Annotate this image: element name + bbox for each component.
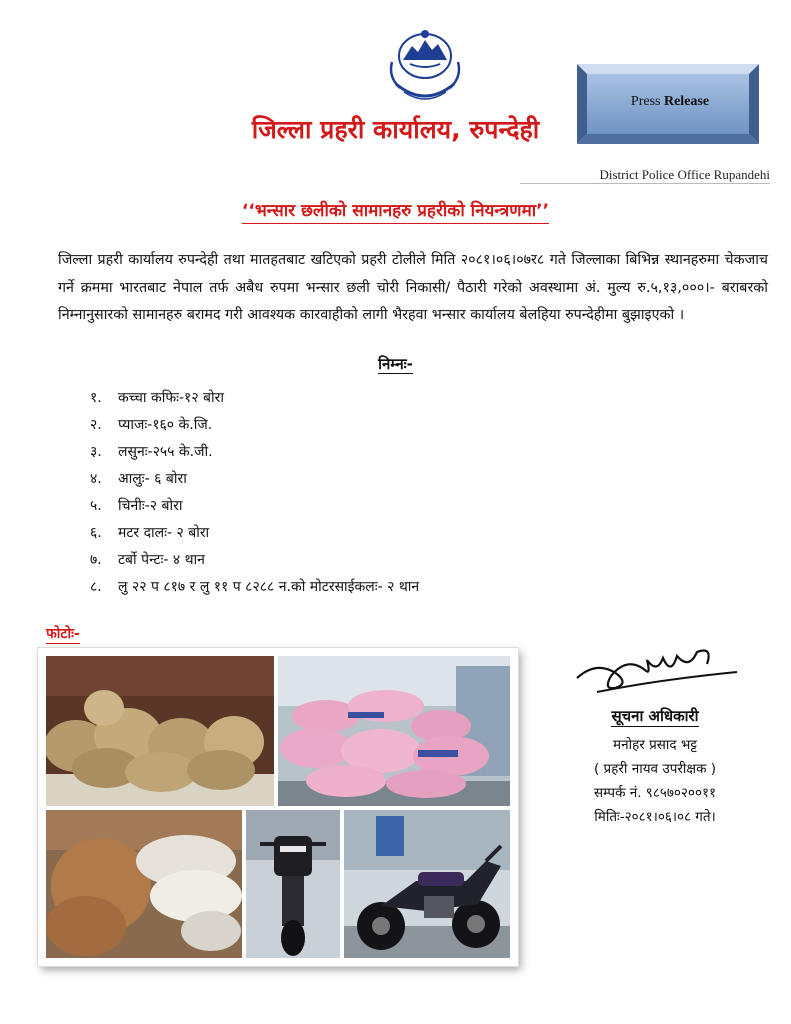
item-text: मटर दालः- २ बोरा: [118, 525, 210, 541]
nepal-police-emblem-icon: [370, 22, 480, 114]
photo-motorcycle-front: [246, 810, 340, 958]
item-number: २.: [90, 417, 102, 433]
headline: [0, 198, 791, 221]
list-heading: [0, 354, 791, 374]
body-paragraph: जिल्ला प्रहरी कार्यालय रुपन्देही तथा मातहतबाट खटिएको प्रहरी टोलीले मिति २०८१।०६।०७र८ गते जिल्लाका बिभिन्न स्थानहरुमा चेकजाच गर्ने क्रममा भारतबाट नेपाल तर्फ अबैध रुपमा भन्सार छली चोरी निकासी/ पैठारी गरेको अवस्थामा अं. मुल्य रु.५,१३,०००।- बराबरको निम्नानुसारको सामानहरु बरामद गरी आवश्यक कारवाहीको लागी भैरहवा भन्सार कार्यालय बेलहिया रुपन्देहीमा बुझाइएको ।: [58, 252, 768, 323]
photo-coffee-sacks: [46, 656, 274, 806]
police-emblem-logo: [370, 22, 480, 114]
photo-sugar-sacks: [46, 810, 242, 958]
officer-title: सूचना अधिकारी: [611, 707, 699, 725]
item-text: आलुः- ६ बोरा: [118, 471, 187, 487]
press-release-label: [595, 94, 745, 110]
photo-garlic-sacks: [278, 656, 510, 806]
list-heading-text: निम्नः-: [378, 355, 413, 373]
item-text: टर्बो पेन्टः- ४ थान: [118, 552, 205, 568]
photo-label: फोटोः-: [46, 626, 80, 642]
list-item: [90, 385, 419, 412]
press-release-prefix: Press: [630, 94, 664, 109]
item-text: प्याजः-१६० के.जि.: [118, 417, 213, 433]
officer-rank: ( प्रहरी नायव उपरीक्षक ): [593, 761, 717, 777]
item-number: ५.: [90, 498, 102, 514]
officer-block: [540, 706, 770, 829]
list-item: [90, 547, 419, 574]
office-english-name: District Police Office Rupandehi: [599, 167, 770, 182]
item-number: ३.: [90, 444, 102, 460]
release-date: मितिः-२०८१।०६।०८ गते।: [594, 809, 716, 825]
office-title: जिल्ला प्रहरी कार्यालय, रुपन्देही: [251, 115, 540, 144]
officer-contact: सम्पर्क नं. ९८५७०२००११: [593, 785, 717, 801]
list-item: [90, 466, 419, 493]
headline-text: ‘‘भन्सार छलीको सामानहरु प्रहरीको नियन्त्रणमा’’: [242, 201, 549, 224]
list-item: [90, 574, 419, 601]
item-number: १.: [90, 390, 102, 406]
header-divider: [520, 183, 770, 184]
list-item: [90, 520, 419, 547]
item-number: ७.: [90, 552, 102, 568]
officer-name: मनोहर प्रसाद भट्ट: [613, 737, 697, 753]
seized-items-list: [90, 385, 419, 601]
press-release-badge: [573, 58, 763, 150]
item-number: ६.: [90, 525, 102, 541]
list-item: [90, 493, 419, 520]
seized-goods-photos: [46, 656, 510, 958]
item-text: लसुनः-२५५ के.जी.: [118, 444, 213, 460]
item-text: चिनीः-२ बोरा: [118, 498, 183, 514]
list-item: [90, 412, 419, 439]
press-release-bold: Release: [663, 94, 710, 109]
signature: [567, 630, 747, 702]
item-text: कच्चा कफिः-१२ बोरा: [118, 390, 225, 406]
handwritten-signature-icon: [567, 630, 747, 702]
item-number: ८.: [90, 579, 102, 595]
photo-collage: [38, 648, 518, 966]
list-item: [90, 439, 419, 466]
item-number: ४.: [90, 471, 102, 487]
item-text: लु २२ प ८१७ र लु ११ प ८२८८ न.को मोटरसाईकलः- २ थान: [118, 579, 420, 595]
photo-motorcycle-side: [344, 810, 510, 958]
